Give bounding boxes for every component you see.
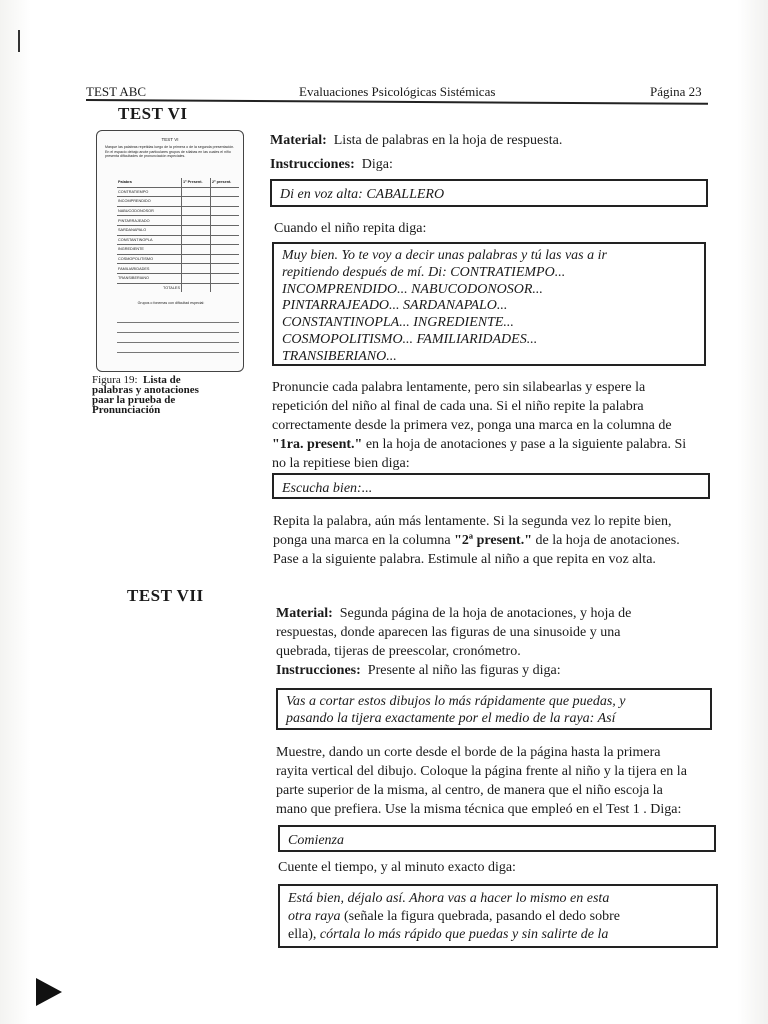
speech-line: CONSTANTINOPLA... INGREDIENTE... <box>282 315 514 331</box>
speech-line: Está bien, déjalo así. Ahora vas a hacer lo mismo en esta <box>288 891 610 906</box>
second-presentation-label: "2ª present." <box>454 533 532 548</box>
para-line: mano que prefiera. Use la misma técnica que empleó en el Test 1 . Diga: <box>276 802 682 817</box>
speech-line: pasando la tijera exactamente por el medio de la raya: Así <box>286 711 616 726</box>
para-line <box>272 435 708 454</box>
thumb-word: NABUCODONOSOR <box>117 206 182 216</box>
header-center: Evaluaciones Psicológicas Sistémicas <box>299 84 496 99</box>
test7-material <box>276 604 716 661</box>
thumb-word: PINTARRAJEADO <box>117 216 182 226</box>
speech-box-word-list <box>272 242 706 366</box>
test7-paragraph-1 <box>276 743 718 819</box>
speech-text: Comienza <box>288 833 344 848</box>
para-line: quebrada, tijeras de preescolar, cronómetro. <box>276 644 521 659</box>
instructions-label: Instrucciones: <box>270 157 355 172</box>
para-line: parte superior de la misma, al centro, de manera que el niño escoja la <box>276 783 663 798</box>
speech-line: COSMOPOLITISMO... FAMILIARIDADES... <box>282 331 538 347</box>
thumb-instructions: Marque las palabras repetidas luego de la primera o de la segunda presentación. En el espacio debajo anote particulares grupos de sílabas en las cuales el niño presenta dificultades de pronunciación especiales. <box>105 145 235 159</box>
thumb-row <box>117 216 239 226</box>
thumb-word: TRANSIBERIANO <box>117 273 182 283</box>
speech-line <box>288 926 708 944</box>
thumb-word: FAMILIARIDADES <box>117 264 182 274</box>
speech-line: Muy bien. Yo te voy a decir unas palabras y tú las vas a ir <box>282 248 607 263</box>
para-line: respuestas, donde aparecen las figuras de una sinusoide y una <box>276 625 621 640</box>
speech-box-escucha <box>272 473 710 499</box>
thumb-row <box>117 245 239 255</box>
thumb-word: SARDANAPALO <box>117 225 182 235</box>
first-presentation-label: "1ra. present." <box>272 437 363 452</box>
thumb-title: TEST VI <box>161 137 179 142</box>
instructions-text: Diga: <box>361 157 393 172</box>
para-line: no la repitiese bien diga: <box>272 456 410 471</box>
caption-line-2: palabras y anotaciones <box>92 384 199 396</box>
para-line <box>276 604 716 623</box>
caption-line-1: Lista de <box>143 374 181 386</box>
speech-line: TRANSIBERIANO... <box>282 348 397 364</box>
speech-line: INCOMPRENDIDO... NABUCODONOSOR... <box>282 281 543 297</box>
thumb-footer: Grupos o fonemas con dificultad especial: <box>137 301 205 305</box>
when-repeat-text: Cuando el niño repita diga: <box>274 221 427 236</box>
caption-figure-label: Figura 19: <box>92 374 138 386</box>
test6-paragraph-1 <box>272 378 708 473</box>
thumb-word: CONTRATIEMPO <box>117 187 182 197</box>
thumb-word: COSMOPOLITISMO <box>117 254 182 264</box>
thumb-row <box>117 273 239 283</box>
para-line: repetición del niño al final de cada una. Si el niño repite la palabra <box>272 399 644 414</box>
speech-text: Escucha bien:... <box>282 481 373 496</box>
speech-part: otra raya <box>288 909 341 924</box>
para-line: Repita la palabra, aún más lentamente. Si la segunda vez lo repite bien, <box>273 514 672 529</box>
para-line-part: ponga una marca en la columna <box>273 533 455 548</box>
para-line: Muestre, dando un corte desde el borde de la página hasta la primera <box>276 745 661 760</box>
speech-line: PINTARRAJEADO... SARDANAPALO... <box>282 298 508 314</box>
speech-text: Di en voz alta: CABALLERO <box>280 187 445 202</box>
test6-instructions <box>270 157 393 173</box>
para-line: Pase a la siguiente palabra. Estimule al niño a que repita en voz alta. <box>273 552 656 567</box>
corner-triangle-mark <box>36 978 62 1006</box>
test6-title: TEST VI <box>118 104 188 123</box>
test7-title: TEST VII <box>127 586 204 605</box>
thumb-word: INGREDIENTE <box>117 245 182 255</box>
speech-box-comienza <box>278 825 716 852</box>
material-label: Material: <box>270 133 327 148</box>
binding-mark <box>18 30 20 52</box>
thumb-totals-row <box>117 283 239 292</box>
speech-line <box>288 908 708 926</box>
thumb-row <box>117 254 239 264</box>
thumb-blank-lines <box>117 313 239 353</box>
thumb-word: CONSTANTINOPLA <box>117 235 182 245</box>
para-line: Pronuncie cada palabra lentamente, pero sin silabearlas y espere la <box>272 380 646 395</box>
test6-material <box>270 133 562 149</box>
material-label: Material: <box>276 606 333 621</box>
thumb-row <box>117 197 239 207</box>
test6-paragraph-2 <box>273 512 709 569</box>
figure-caption <box>92 375 252 415</box>
speech-part-normal: ella), <box>288 927 320 942</box>
thumb-col-word: Palabra <box>117 178 182 187</box>
para-line-part: de la hoja de anotaciones. <box>531 533 680 548</box>
thumb-row <box>117 235 239 245</box>
para-line-rest: en la hoja de anotaciones y pase a la siguiente palabra. Si <box>362 437 687 452</box>
count-time-text: Cuente el tiempo, y al minuto exacto diga: <box>278 860 516 875</box>
thumb-row <box>117 264 239 274</box>
test7-instructions <box>276 663 561 679</box>
figure-thumbnail <box>96 130 244 372</box>
caption-line-3: paar la prueba de <box>92 394 176 406</box>
caption-line-4: Pronunciación <box>92 404 161 416</box>
speech-part-normal: (señale la figura quebrada, pasando el dedo sobre <box>340 909 620 924</box>
speech-line: Vas a cortar estos dibujos lo más rápidamente que puedas, y <box>286 694 626 709</box>
speech-box-esta-bien <box>278 884 718 948</box>
speech-line: repitiendo después de mí. Di: CONTRATIEMPO... <box>282 264 566 280</box>
thumb-totals: TOTALES <box>163 285 180 290</box>
speech-box-caballero <box>270 179 708 207</box>
speech-box-cortar <box>276 688 712 730</box>
thumb-col-second: 2ª present. <box>211 178 240 187</box>
thumb-row <box>117 187 239 197</box>
para-line: rayita vertical del dibujo. Coloque la página frente al niño y la tijera en la <box>276 764 687 779</box>
thumb-col-first: 1ª Present. <box>182 178 211 187</box>
thumb-row <box>117 206 239 216</box>
thumb-table <box>117 178 239 292</box>
material-text: Lista de palabras en la hoja de respuesta. <box>333 133 563 148</box>
instructions-text: Presente al niño las figuras y diga: <box>367 663 561 678</box>
thumb-word: INCOMPRENDIDO <box>117 197 182 207</box>
header-left: TEST ABC <box>86 84 147 99</box>
header-right: Página 23 <box>650 84 702 99</box>
para-line: correctamente desde la primera vez, ponga una marca en la columna de <box>272 418 672 433</box>
speech-part: córtala lo más rápido que puedas y sin salirte de la <box>319 927 609 942</box>
thumb-row <box>117 225 239 235</box>
para-line <box>273 531 709 550</box>
instructions-label: Instrucciones: <box>276 663 361 678</box>
material-text: Segunda página de la hoja de anotaciones, y hoja de <box>339 606 632 621</box>
